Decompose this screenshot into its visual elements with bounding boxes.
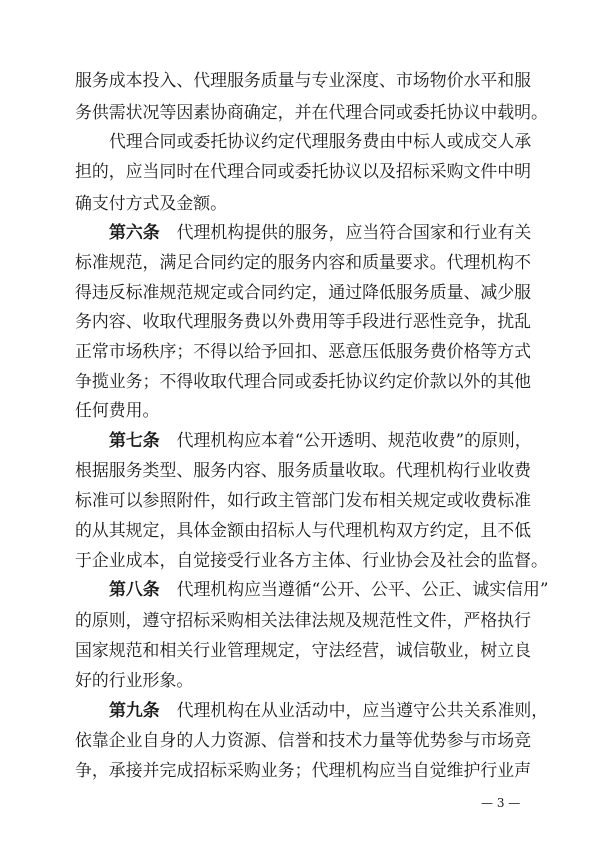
line-text: 好的行业形象。 [75,670,194,690]
line-text: 争，承接并完成招标采购业务；代理机构应当自觉维护行业声 [75,760,532,780]
text-line [75,282,532,302]
article-heading: 第九条 [109,700,160,720]
line-text: 根据服务类型、服务内容、服务质量收取。代理机构行业收费 [75,460,532,480]
text-line [75,311,532,331]
line-text: 的原则，遵守招标采购相关法律法规及规范性文件，严格执行 [75,610,532,630]
text-line [109,430,532,450]
line-text: 国家规范和相关行业管理规定，守法经营，诚信敬业，树立良 [75,640,532,660]
line-text: 依靠企业自身的人力资源、信誉和技术力量等优势参与市场竞 [75,730,532,750]
text-line [75,550,548,570]
text-line [75,371,532,391]
line-text: 得违反标准规范规定或合同约定，通过降低服务质量、减少服 [75,282,532,302]
text-line [75,670,525,690]
text-line [109,222,532,242]
line-text: 代理合同或委托协议约定代理服务费由中标人或成交人承 [109,131,532,151]
text-line [75,610,532,630]
line-text: 务内容、收取代理服务费以外费用等手段进行恶性竞争，扰乱 [75,311,532,331]
text-line [75,730,532,750]
line-text: 标准规范，满足合同约定的服务内容和质量要求。代理机构不 [75,252,532,272]
text-line [75,760,532,780]
line-text: 代理机构提供的服务，应当符合国家和行业有关 [176,222,532,242]
line-text: 务供需状况等因素协商确定，并在代理合同或委托协议中载明。 [75,102,548,122]
line-text: 代理机构应本着“公开透明、规范收费”的原则， [176,430,532,450]
text-line [109,131,532,151]
line-text: 担的，应当同时在代理合同或委托协议以及招标采购文件中明 [75,161,532,181]
article-heading: 第八条 [109,579,160,599]
line-text: 代理机构在从业活动中，应当遵守公共关系准则， [176,700,549,720]
article-heading: 第六条 [109,222,160,242]
line-text: 于企业成本，自觉接受行业各方主体、行业协会及社会的监督。 [75,550,548,570]
line-text: 正常市场秩序；不得以给予回扣、恶意压低服务费价格等方式 [75,341,532,361]
line-text: 任何费用。 [75,400,160,420]
text-line [109,579,549,599]
text-line [75,520,532,540]
text-line [75,640,532,660]
text-line [75,193,525,213]
text-line [75,400,525,420]
text-line [75,460,532,480]
text-line [75,252,532,272]
line-text: 标准可以参照附件，如行政主管部门发布相关规定或收费标准 [75,490,532,510]
line-text: 的从其规定，具体金额由招标人与代理机构双方约定，且不低 [75,520,532,540]
text-line [109,700,549,720]
article-heading: 第七条 [109,430,160,450]
text-line [75,70,532,90]
line-text: 代理机构应当遵循“公开、公平、公正、诚实信用” [176,579,549,599]
page-number: — 3 — [481,796,521,810]
line-text: 确支付方式及金额。 [75,193,228,213]
text-line [75,102,548,122]
line-text: 争揽业务；不得收取代理合同或委托协议约定价款以外的其他 [75,371,532,391]
text-line [75,161,532,181]
text-line [75,341,532,361]
line-text: 服务成本投入、代理服务质量与专业深度、市场物价水平和服 [75,70,532,90]
text-line [75,490,532,510]
